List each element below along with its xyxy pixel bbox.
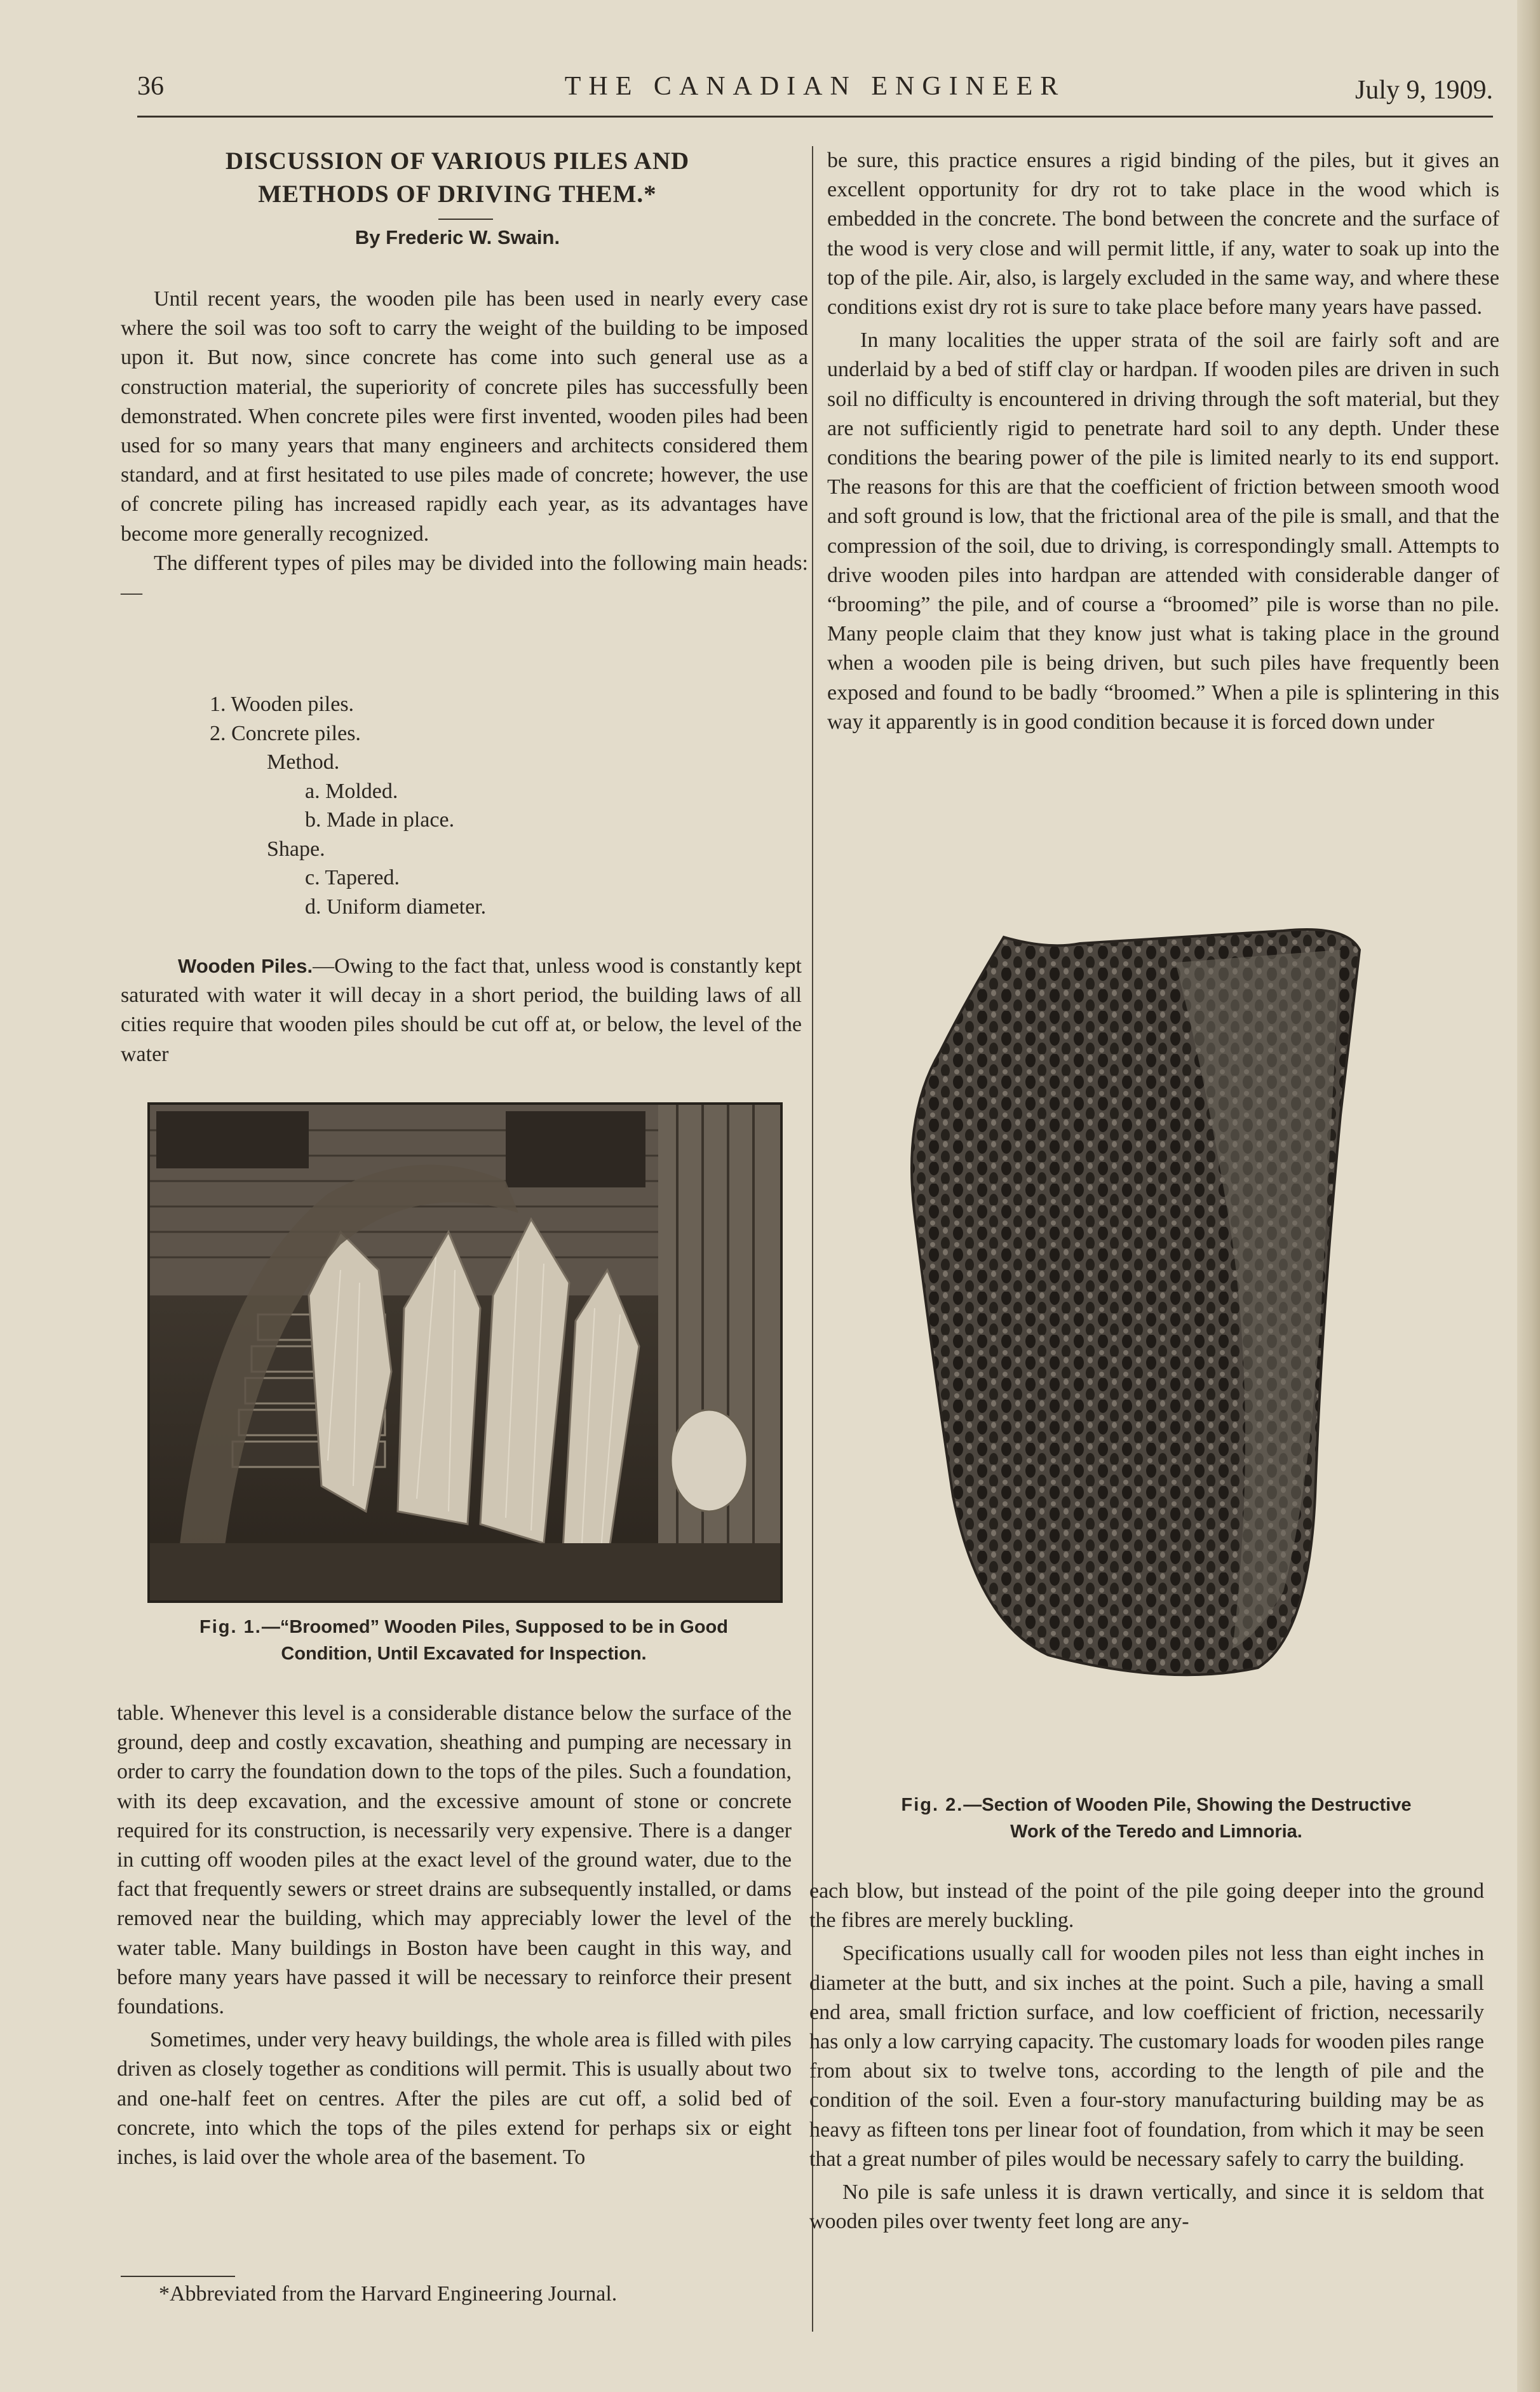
paragraph: No pile is safe unless it is drawn vertically, and since it is seldom that wooden piles over twenty feet long are any- — [809, 2180, 1484, 2234]
fig1-label: Fig. 1. — [199, 1617, 262, 1637]
footnote-rule — [121, 2276, 235, 2277]
header-rule — [137, 116, 1493, 118]
wooden-piles-section — [121, 952, 802, 1069]
wooden-piles-text: —Owing to the fact that, unless wood is constantly kept saturated with water it will decay in a short period, the building laws of all cities require that wooden piles should be cut off at, or below, the level of the water — [121, 954, 802, 1066]
outline-shape: Shape. — [267, 837, 325, 861]
article-title — [121, 145, 794, 211]
wooden-piles-paragraph — [121, 952, 802, 1069]
paragraph: The different types of piles may be divided into the following main heads:— — [121, 551, 808, 605]
fig2-label: Fig. 2. — [901, 1795, 964, 1815]
paragraph: each blow, but instead of the point of the pile going deeper into the ground the fibres are merely buckling. — [809, 1879, 1484, 1933]
outline-method: Method. — [267, 750, 340, 774]
paragraph: be sure, this practice ensures a rigid binding of the piles, but it gives an excellent opportunity for dry rot to take place in the wood which is embedded in the concrete. The bond between the concrete and the surface of the wood is very close and will permit little, if any, water to soak up into the top of the pile. Air, also, is largely excluded in the same way, and where these conditions exist dry rot is sure to take place before many years have passed. — [827, 149, 1499, 320]
outline-item-wooden: 1. Wooden piles. — [210, 693, 355, 716]
outline-item-concrete: 2. Concrete piles. — [210, 721, 361, 745]
fig1-caption-line-2: Condition, Until Excavated for Inspection. — [281, 1644, 647, 1664]
fig2-caption-line-1 — [820, 1792, 1493, 1818]
right-column-upper — [827, 146, 1499, 737]
page-edge — [1517, 0, 1540, 2392]
paragraph: table. Whenever this level is a considerable distance below the surface of the ground, deep and costly excavation, sheathing and pumping are necessary in order to carry the foundation down to the tops of the piles. Such a foundation, with its deep excavation, and the excessive amount of stone or concrete required for its construction, is necessarily very expensive. There is a danger in cutting off wooden piles at the exact level of the ground water, due to the fact that frequently sewers or street drains are subsequently installed, or dams removed near the building, which may appreciably lower the level of the water table. Many buildings in Boston have been caught in this way, and before many years have passed it will be necessary to reinforce their present foundations. — [117, 1701, 792, 2019]
pile-types-outline — [210, 690, 486, 921]
paragraph: Sometimes, under very heavy buildings, the whole area is filled with piles driven as closely together as conditions will permit. This is usually about two and one-half feet on centres. After the piles are cut off, a solid bed of concrete, into which the tops of the piles extend for perhaps six or eight inches, is laid over the whole area of the basement. To — [117, 2028, 792, 2170]
running-header — [137, 71, 1493, 109]
fig2-photo-teredo-section — [902, 924, 1366, 1680]
footnote: *Abbreviated from the Harvard Engineering Journal. — [159, 2282, 618, 2306]
left-column-lower — [117, 1699, 792, 2172]
paragraph: Until recent years, the wooden pile has been used in nearly every case where the soil was too soft to carry the weight of the building to be imposed upon it. But now, since concrete has come into such general use as a construction material, the superiority of concrete piles has successfully been demonstrated. When concrete piles were first invented, wooden piles had been used for so many years that many engineers and architects considered them standard, and at first hesitated to use piles made of concrete; however, the use of concrete piling has increased rapidly each year, as its advantages have become more generally recognized. — [121, 287, 808, 546]
fig2-caption-line-2: Work of the Teredo and Limnoria. — [1010, 1821, 1302, 1842]
article-title-line-1: DISCUSSION OF VARIOUS PILES AND — [225, 147, 690, 175]
broomed-piles-illustration — [150, 1105, 780, 1600]
outline-item-made-in-place: b. Made in place. — [305, 808, 455, 832]
outline-item-tapered: c. Tapered. — [305, 866, 400, 889]
article-title-line-2: METHODS OF DRIVING THEM.* — [258, 180, 657, 208]
fig1-caption-text-1: —“Broomed” Wooden Piles, Supposed to be in Good — [261, 1617, 728, 1637]
paragraph: Specifications usually call for wooden piles not less than eight inches in diameter at the butt, and six inches at the point. Such a pile, having a small end area, small friction surface, and low coefficient of friction, necessarily has only a low carrying capacity. The customary loads for wooden piles range from about six to twelve tons, according to the length of pile and the condition of the soil. Even a four-story manufacturing building may be as heavy as fifteen tons per linear foot of foundation, from which it may be seen that a great number of piles would be necessary safely to carry the building. — [809, 1942, 1484, 2171]
title-separator — [438, 219, 493, 220]
fig1-photo-broomed-piles — [147, 1102, 783, 1603]
outline-item-molded: a. Molded. — [305, 779, 398, 803]
fig1-caption — [121, 1614, 807, 1667]
wooden-pile-section-illustration — [902, 924, 1366, 1680]
fig2-caption — [820, 1792, 1493, 1845]
outline-item-uniform: d. Uniform diameter. — [305, 895, 487, 919]
paragraph: In many localities the upper strata of the soil are fairly soft and are underlaid by a bed of stiff clay or hardpan. If wooden piles are driven in such soil no difficulty is encountered in driving through the soft material, but they are not sufficiently rigid to penetrate hard soil to any depth. Under these conditions the bearing power of the pile is limited nearly to its end support. The reasons for this are that the coefficient of friction between smooth wood and soft ground is low, that the frictional area of the pile is small, and that the compression of the soil, due to driving, is correspondingly small. Attempts to drive wooden piles into hardpan are attended with considerable danger of “brooming” the pile, and of course a “broomed” pile is worse than no pile. Many people claim that they know just what is taking place in the ground when a wooden pile is being driven, but such piles have frequently been exposed and found to be badly “broomed.” When a pile is splintering in this way it apparently is in good condition because it is forced down under — [827, 328, 1499, 734]
right-column-lower — [809, 1877, 1484, 2236]
journal-title: THE CANADIAN ENGINEER — [564, 72, 1066, 101]
page-number: 36 — [137, 72, 164, 101]
fig1-caption-line-1 — [121, 1614, 807, 1640]
issue-date: July 9, 1909. — [1354, 76, 1493, 105]
left-column-intro — [121, 285, 808, 607]
fig2-caption-text-1: —Section of Wooden Pile, Showing the Destructive — [963, 1795, 1412, 1815]
byline: By Frederic W. Swain. — [355, 226, 560, 248]
wooden-piles-heading: Wooden Piles. — [178, 955, 313, 977]
